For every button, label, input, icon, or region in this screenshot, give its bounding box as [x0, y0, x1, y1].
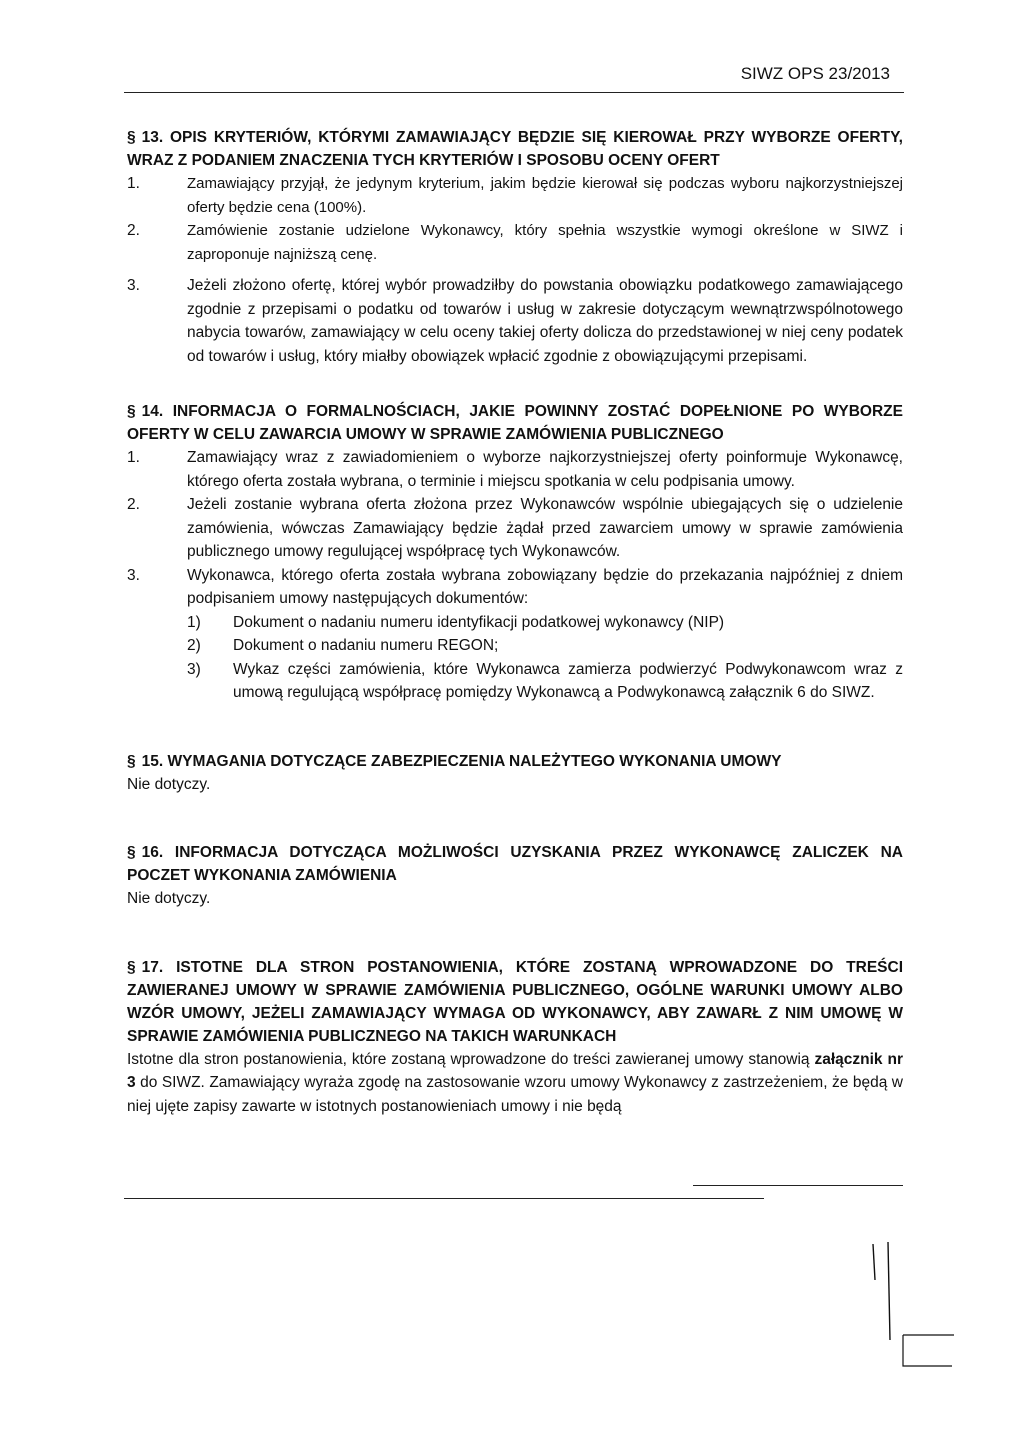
- section-15-title: [127, 750, 903, 773]
- section-14-list: [127, 446, 903, 705]
- section-14-title: [127, 400, 903, 446]
- section-16-title-text: 16. INFORMACJA DOTYCZĄCA MOŻLIWOŚCI UZYSKANIA PRZEZ WYKONAWCĘ ZALICZEK NA POCZET WYKONANIA ZAMÓWIENIA: [127, 844, 903, 884]
- item-text: Wykonawca, którego oferta została wybrana zobowiązany będzie do przekazania najpóźniej z dniem podpisaniem umowy następujących dokumentów:: [187, 566, 903, 607]
- item-text: Jeżeli zostanie wybrana oferta złożona przez Wykonawców wspólnie ubiegających się o udzielenie zamówienia, wówczas Zamawiający będzie żądał przed zawarciem umowy w sprawie zamówienia publicznego umowy regulującej współpracę tych Wykonawców.: [187, 496, 903, 560]
- section-16-body: Nie dotyczy.: [127, 890, 211, 907]
- sub-item-text: Wykaz części zamówienia, które Wykonawca zamierza podwierzyć Podwykonawcom wraz z umową regulującą współpracę pomiędzy Wykonawcą a Podwykonawcą załącznik 6 do SIWZ.: [233, 660, 903, 701]
- section-16-title: [127, 841, 903, 887]
- section-13: [127, 126, 903, 368]
- sub-item-number: 1): [187, 613, 201, 631]
- sub-item-text: Dokument o nadaniu numeru identyfikacji podatkowej wykonawcy (NIP): [233, 613, 725, 631]
- section-17-body: [127, 1048, 903, 1119]
- item-number: 2.: [127, 222, 140, 239]
- sub-item-number: 2): [187, 637, 201, 654]
- sub-item-number: 3): [187, 660, 201, 678]
- section-17-body-bold: załącznik nr 3: [127, 1050, 903, 1091]
- item-text: Zamawiający przyjął, że jedynym kryterium, jakim będzie kierował się podczas wyboru najkorzystniejszej oferty będzie cena (100%).: [187, 175, 903, 216]
- section-15-body: Nie dotyczy.: [127, 775, 211, 793]
- sub-item-text: Dokument o nadaniu numeru REGON;: [233, 637, 499, 654]
- list-item: [127, 274, 903, 368]
- item-text: Jeżeli złożono ofertę, której wybór prowadziłby do powstania obowiązku podatkowego zamawiającego zgodnie z przepisami o podatku od towarów i usług w zakresie dotyczącym wewnątrzwspólnotowego nabycia towarów, zamawiający w celu oceny takiej oferty dolicza do przedstawionej w niej ceny podatek od towarów i usług, który miałby obowiązek wpłacić zgodnie z obowiązującymi przepisami.: [187, 277, 903, 365]
- list-item: [127, 172, 903, 219]
- header-rule: [124, 92, 904, 93]
- sub-list-item: [187, 634, 903, 658]
- document-header: SIWZ OPS 23/2013: [740, 64, 890, 83]
- section-sign: §: [127, 844, 136, 861]
- item-number: 1.: [127, 175, 140, 192]
- item-number: 2.: [127, 496, 140, 513]
- item-number: 3.: [127, 566, 140, 584]
- section-13-list: [127, 172, 903, 368]
- list-item: [127, 564, 903, 611]
- document-body: [127, 126, 903, 1118]
- section-sign: §: [127, 129, 136, 146]
- footer-rule-long: [124, 1198, 764, 1199]
- list-item: [127, 493, 903, 564]
- section-17-body-end: do SIWZ. Zamawiający wyraża zgodę na zastosowanie wzoru umowy Wykonawcy z zastrzeżeniem, że będą w niej ujęte zapisy zawarte w istotnych postanowieniach umowy i nie będą: [127, 1074, 903, 1115]
- section-17-body-start: Istotne dla stron postanowienia, które zostaną wprowadzone do treści zawieranej umowy stanowią: [127, 1050, 815, 1068]
- section-13-title: [127, 126, 903, 172]
- section-sign: §: [127, 958, 136, 976]
- list-item: [127, 219, 903, 266]
- section-14-title-text: 14. INFORMACJA O FORMALNOŚCIACH, JAKIE POWINNY ZOSTAĆ DOPEŁNIONE PO WYBORZE OFERTY W CELU ZAWARCIA UMOWY W SPRAWIE ZAMÓWIENIA PUBLICZNEGO: [127, 403, 903, 443]
- section-14: [127, 400, 903, 705]
- section-15: [127, 750, 903, 797]
- item-text: Zamówienie zostanie udzielone Wykonawcy, który spełnia wszystkie wymogi określone w SIWZ i zaproponuje najniższą cenę.: [187, 222, 903, 263]
- item-number: 1.: [127, 449, 140, 466]
- section-sign: §: [127, 752, 136, 770]
- section-sign: §: [127, 403, 136, 420]
- section-17: [127, 956, 903, 1119]
- section-17-title-text: 17. ISTOTNE DLA STRON POSTANOWIENIA, KTÓRE ZOSTANĄ WPROWADZONE DO TREŚCI ZAWIERANEJ UMOWY W SPRAWIE ZAMÓWIENIA PUBLICZNEGO, OGÓLNE WARUNKI UMOWY ALBO WZÓR UMOWY, JEŻELI ZAMAWIAJĄCY WYMAGA OD WYKONAWCY, ABY ZAWARŁ Z NIM UMOWĘ W SPRAWIE ZAMÓWIENIA PUBLICZNEGO NA TAKICH WARUNKACH: [127, 958, 903, 1045]
- section-13-title-text: 13. OPIS KRYTERIÓW, KTÓRYMI ZAMAWIAJĄCY BĘDZIE SIĘ KIEROWAŁ PRZY WYBORZE OFERTY, WRAZ Z PODANIEM ZNACZENIA TYCH KRYTERIÓW I SPOSOBU OCENY OFERT: [127, 129, 903, 169]
- signature-mark: [870, 1240, 960, 1370]
- footer-rule-short: [693, 1185, 903, 1186]
- section-16: [127, 841, 903, 911]
- item-text: Zamawiający wraz z zawiadomieniem o wyborze najkorzystniejszej oferty poinformuje Wykonawcę, którego oferta została wybrana, o terminie i miejscu spotkania w celu podpisania umowy.: [187, 449, 903, 490]
- sub-list-item: [187, 658, 903, 705]
- section-15-title-text: 15. WYMAGANIA DOTYCZĄCE ZABEZPIECZENIA NALEŻYTEGO WYKONANIA UMOWY: [141, 752, 782, 770]
- item-number: 3.: [127, 277, 140, 294]
- sub-list-item: [187, 611, 903, 635]
- section-17-title: [127, 956, 903, 1048]
- list-item: [127, 446, 903, 493]
